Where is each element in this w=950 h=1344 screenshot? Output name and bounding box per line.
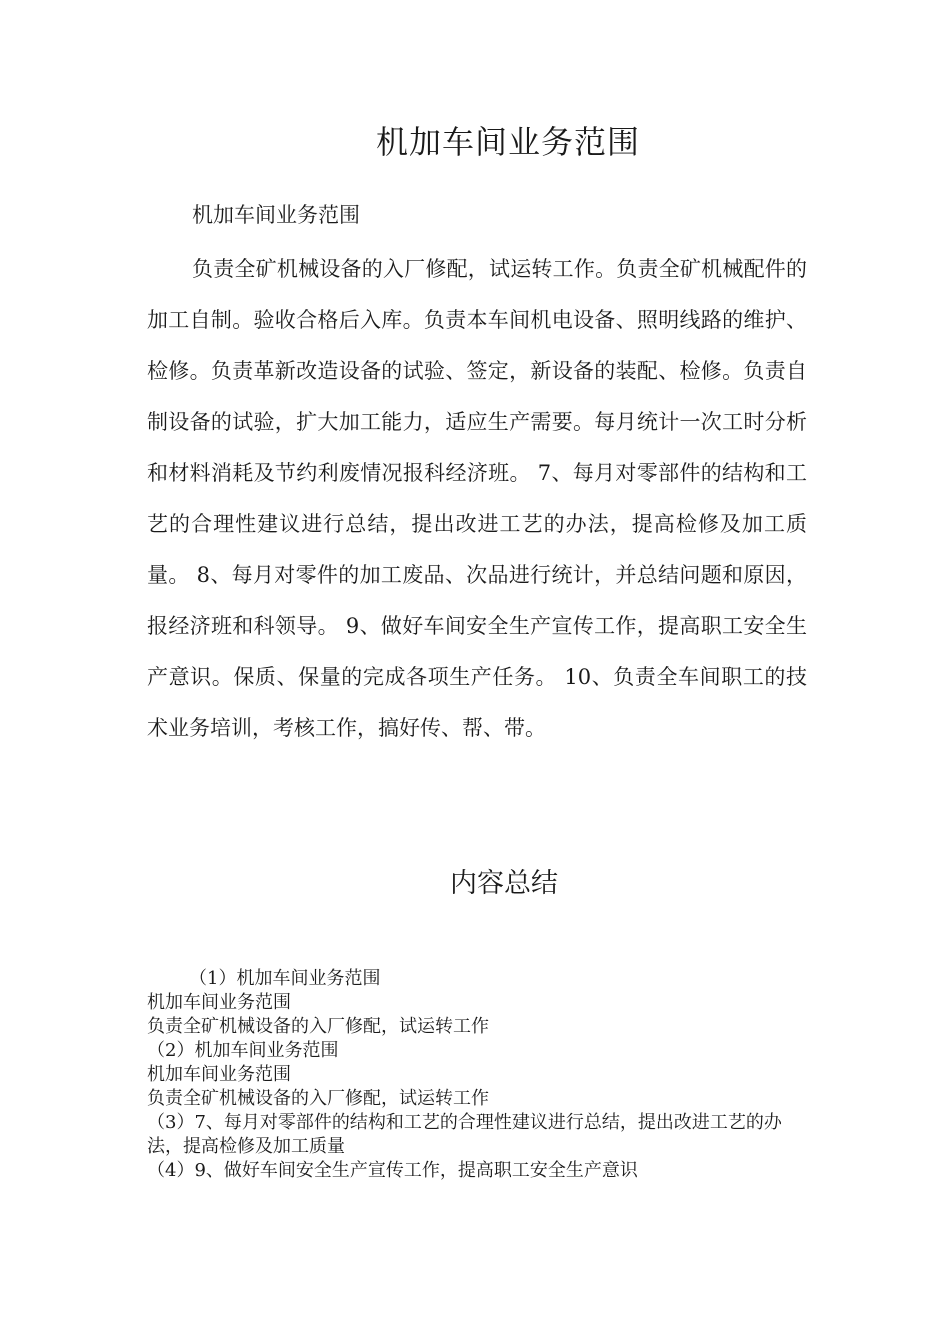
document-title: 机加车间业务范围 — [375, 123, 640, 161]
document-subtitle: 机加车间业务范围 — [192, 203, 360, 227]
summary-line: 机加车间业务范围 — [147, 1064, 291, 1085]
summary-line: （1）机加车间业务范围 — [189, 968, 381, 989]
summary-line: （4）9、做好车间安全生产宣传工作，提高职工安全生产意识 — [147, 1160, 638, 1181]
summary-line: 负责全矿机械设备的入厂修配，试运转工作 — [147, 1088, 489, 1109]
summary-title: 内容总结 — [450, 868, 558, 899]
summary-line: 机加车间业务范围 — [147, 992, 291, 1013]
summary-line: 负责全矿机械设备的入厂修配，试运转工作 — [147, 1016, 489, 1037]
document-body-paragraph: 负责全矿机械设备的入厂修配，试运转工作。负责全矿机械配件的加工自制。验收合格后入库。负责本车间机电设备、照明线路的维护、检修。负责革新改造设备的试验、签定，新设备的装配、检修。负责自制设备的试验，扩大加工能力，适应生产需要。每月统计一次工时分析和材料消耗及节约利废情况报科经济班。 7、每月对零部件的结构和工艺的合理性建议进行总结，提出改进工艺的办法，提高检修及加工质量。 8、每月对零件的加工废品、次品进行统计，并总结问题和原因，报经济班和科领导。 9、做好车间安全生产宣传工作，提高职工安全生产意识。保质、保量的完成各项生产任务。 10、负责全车间职工的技术业务培训，考核工作，搞好传、帮、带。 — [147, 257, 807, 740]
summary-line: （3）7、每月对零部件的结构和工艺的合理性建议进行总结，提出改进工艺的办法，提高检修及加工质量 — [147, 1112, 782, 1157]
summary-line: （2）机加车间业务范围 — [147, 1040, 339, 1061]
summary-list — [147, 967, 807, 1183]
